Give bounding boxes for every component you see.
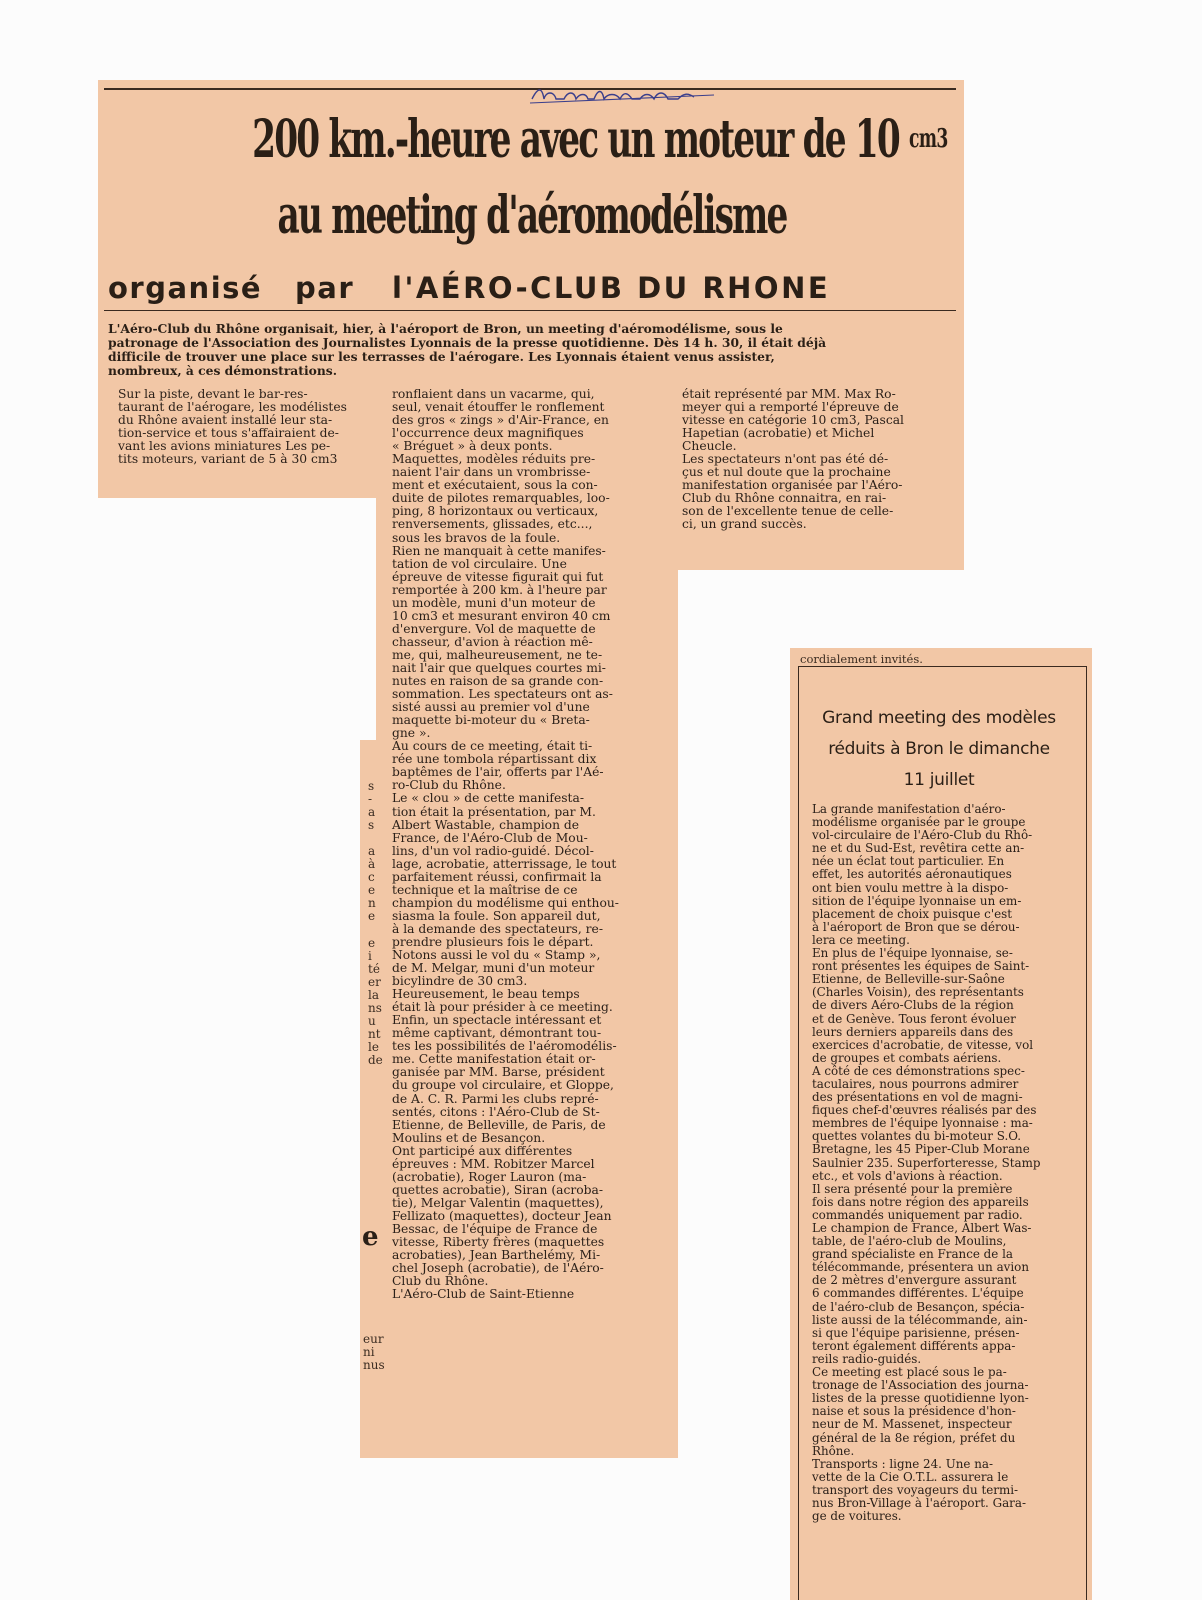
header-bottom-rule: [104, 310, 956, 311]
article-column-3: était représenté par MM. Max Ro- meyer qui a remporté l'épreuve de vitesse en catégorie 10 cm3, Pascal Hapetian (acrobatie) et Michel Cheucle. Les spectateurs n'ont pas été dé- çus et nul doute que la prochaine manifestation organisée par l'Aéro- Club du Rhône connaitra, en rai- son de l'excellente tenue de celle- ci, un grand succès.: [682, 387, 904, 532]
clipping-2-left-rule: [798, 666, 799, 1600]
clipping-2-body: La grande manifestation d'aéro- modélisme organisée par le groupe vol-circulaire de l'Aéro-Club du Rhô- ne et du Sud-Est, revêtira cette an- née un éclat tout particulier. En effet, les autorités aéronautiques ont bien voulu mettre à la dispo- sition de l'équipe lyonnaise un em- placement de choix puisque c'est à l'aéroport de Bron que se dérou- lera ce meeting. En plus de l'équipe lyonnaise, se- ront présentes les équipes de Saint- Etienne, de Belleville-sur-Saône (Charles Voisin), des représentants de divers Aéro-Clubs de la région et de Genève. Tous feront évoluer leurs derniers appareils dans des exercices d'acrobatie, de vitesse, vol de groupes et combats aériens. A côté de ces démonstrations spec- taculaires, nous pourrons admirer des présentations en vol de magni- fiques chef-d'œuvres réalisés par des membres de l'équipe lyonnaise : ma- quettes volantes du bi-moteur S.O. Bretagne, les 45 Piper-Club Morane Saulnier 235. Superforteresse, Stamp etc., et vols d'avions à réaction. Il sera présenté pour la première fois dans notre région des appareils commandés uniquement par radio. Le champion de France, Albert Was- table, de l'aéro-club de Moulins, grand spécialiste en France de la télécommande, présentera un avion de 2 mètres d'envergure assurant 6 commandes différentes. L'équipe de l'aéro-club de Besançon, spécia- liste aussi de la télécommande, ain- si que l'équipe parisienne, présen- teront également différents appa- reils radio-guidés. Ce meeting est placé sous le pa- tronage de l'Association des journa- listes de la presse quotidienne lyon- naise et sous la présidence d'hon- neur de M. Massenet, inspecteur général de la 8e région, préfet du Rhône. Transports : ligne 24. Une na- vette de la Cie O.T.L. assurera le transport des voyageurs du termi- nus Bron-Village à l'aéroport. Gara- ge de voitures.: [812, 802, 1041, 1524]
torn-column-fragment-lower: eur ni nus: [363, 1332, 385, 1373]
torn-fragment-letter: e: [362, 1222, 379, 1252]
headline-unit: cm3: [909, 124, 948, 154]
torn-column-fragment: s - a s a à c e n e e i té er la ns u nt le de: [368, 779, 383, 1067]
clipping-2-right-rule: [1086, 666, 1087, 1600]
headline-line-2: au meeting d'aéromodélisme: [277, 185, 787, 246]
article-lead: L'Aéro-Club du Rhône organisait, hier, à l'aéroport de Bron, un meeting d'aéromodélisme, sous le patronage de l'Association des Journalistes Lyonnais de la presse quotidienne. Dès 14 h. 30, il était déjà difficile de trouver une place sur les terrasses de l'aérogare. Les Lyonnais étaient venus assister, nombreux, à ces démonstrations.: [108, 321, 827, 378]
clipping-2-headline: Grand meeting des modèles réduits à Bron le dimanche 11 juillet: [822, 708, 1056, 790]
subheadline-club: l'AÉRO-CLUB DU RHONE: [392, 271, 831, 305]
subheadline-par: par: [295, 271, 355, 305]
headline-line-1: [252, 106, 948, 173]
handwritten-note: [528, 81, 718, 109]
headline-main-text: 200 km.-heure avec un moteur de 10: [252, 109, 899, 170]
article-column-1: Sur la piste, devant le bar-res- taurant de l'aérogare, les modélistes du Rhône avaient installé leur sta- tion-service et tous s'affairaient de- vant les avions miniatures Les pe- tits moteurs, variant de 5 à 30 cm3: [118, 387, 347, 467]
article-column-2: ronflaient dans un vacarme, qui, seul, venait étouffer le ronflement des gros « zings » d'Air-France, en l'occurrence deux magnifiques « Bréguet » à deux ponts. Maquettes, modèles réduits pre- naient l'air dans un vrombrisse- ment et exécutaient, sous la con- duite de pilotes remarquables, loo- ping, 8 horizontaux ou verticaux, renversements, glissades, etc..., sous les bravos de la foule. Rien ne manquait à cette manifes- tation de vol circulaire. Une épreuve de vitesse figurait qui fut remportée à 200 km. à l'heure par un modèle, muni d'un moteur de 10 cm3 et mesurant environ 40 cm d'envergure. Vol de maquette de chasseur, d'avion à réaction mê- me, qui, malheureusement, ne te- nait l'air que quelques courtes mi- nutes en raison de sa grande con- sommation. Les spectateurs ont as- sisté aussi au premier vol d'une maquette bi-moteur du « Breta- gne ». Au cours de ce meeting, était ti- rée une tombola répartissant dix baptêmes de l'air, offerts par l'Aé- ro-Club du Rhône. Le « clou » de cette manifesta- tion était la présentation, par M. Albert Wastable, champion de France, de l'Aéro-Club de Mou- lins, d'un vol radio-guidé. Décol- lage, acrobatie, atterrissage, le tout parfaitement réussi, confirmait la technique et la maîtrise de ce champion du modélisme qui enthou- siasma la foule. Son appareil dut, à la demande des spectateurs, re- prendre plusieurs fois le départ. Notons aussi le vol du « Stamp », de M. Melgar, muni d'un moteur bicylindre de 30 cm3. Heureusement, le beau temps était là pour présider à ce meeting. Enfin, un spectacle intéressant et même captivant, démontrant tou- tes les possibilités de l'aéromodélis- me. Cette manifestation était or- ganisée par MM. Barse, président du groupe vol circulaire, et Gloppe, de A. C. R. Parmi les clubs repré- sentés, citons : l'Aéro-Club de St- Etienne, de Belleville, de Paris, de Moulins et de Besançon. Ont participé aux différentes épreuves : MM. Robitzer Marcel (acrobatie), Roger Lauron (ma- quettes acrobatie), Siran (acroba- tie), Melgar Valentin (maquettes), Fellizato (maquettes), docteur Jean Bessac, de l'équipe de France de vitesse, Riberty frères (maquettes acrobaties), Jean Barthelémy, Mi- chel Joseph (acrobatie), de l'Aéro- Club du Rhône. L'Aéro-Club de Saint-Etienne: [392, 387, 619, 1302]
subheadline-organise: organisé: [108, 271, 263, 305]
clipping-2-top-rule: [798, 666, 1087, 667]
clipping-2-top-line: cordialement invités.: [800, 652, 923, 666]
